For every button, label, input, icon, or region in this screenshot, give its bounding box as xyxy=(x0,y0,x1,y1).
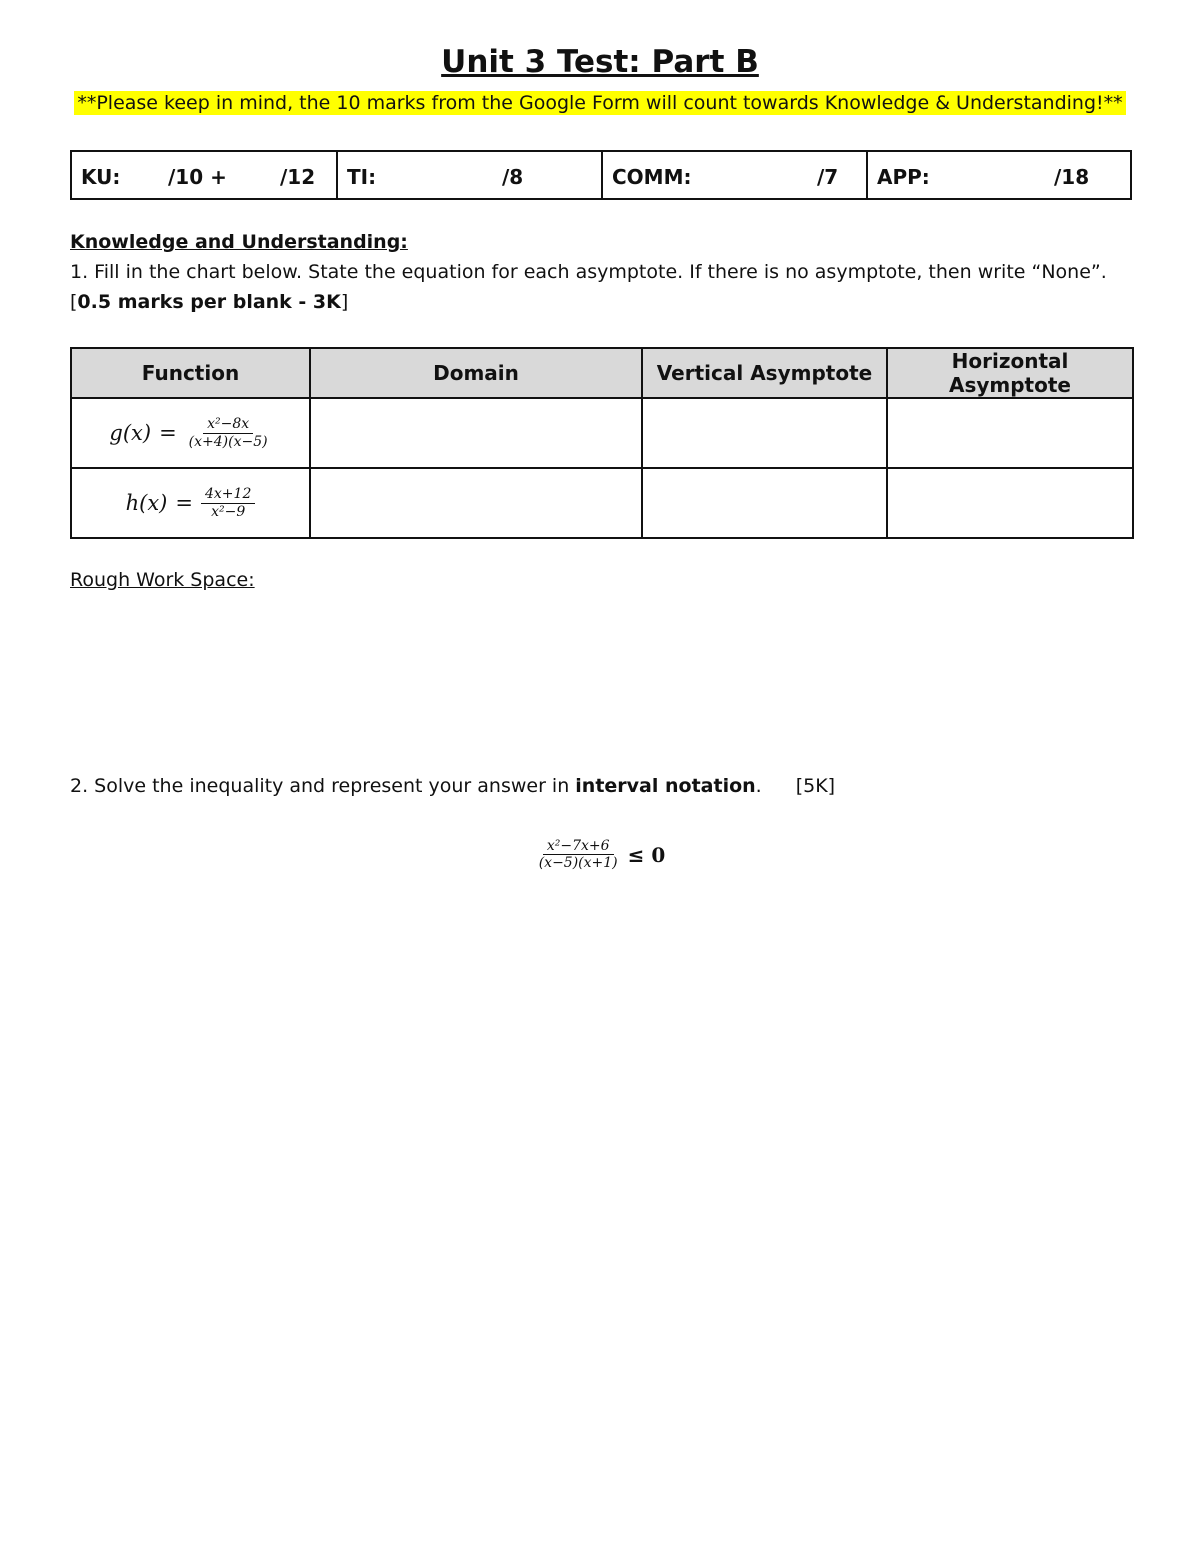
table-row xyxy=(71,468,1133,538)
app-label: APP: xyxy=(877,165,930,189)
q1-marks-bold: 0.5 marks per blank - 3K xyxy=(77,291,341,313)
ku-total: /12 xyxy=(280,165,316,189)
fraction xyxy=(201,486,255,519)
vertical-asymptote-answer-blank[interactable] xyxy=(642,398,887,468)
section-heading: Knowledge and Understanding: xyxy=(70,231,408,253)
q2-text-bold: interval notation xyxy=(575,775,756,797)
ti-cell xyxy=(338,152,603,198)
fraction xyxy=(185,416,272,449)
fraction xyxy=(535,838,622,871)
function-cell xyxy=(71,398,310,468)
header-function: Function xyxy=(71,348,310,398)
comm-label: COMM: xyxy=(612,165,692,189)
vertical-asymptote-answer-blank[interactable] xyxy=(642,468,887,538)
equals-sign: = xyxy=(159,421,177,445)
function-cell xyxy=(71,468,310,538)
domain-answer-blank[interactable] xyxy=(310,398,642,468)
q2-text-before: 2. Solve the inequality and represent your answer in xyxy=(70,775,576,797)
numerator: x²−7x+6 xyxy=(543,838,614,855)
horizontal-asymptote-answer-blank[interactable] xyxy=(887,398,1133,468)
table-row xyxy=(71,398,1133,468)
q2-instructions xyxy=(70,775,835,797)
ti-total: /8 xyxy=(502,165,524,189)
numerator: 4x+12 xyxy=(201,486,255,503)
q2-text-after: . xyxy=(755,775,762,797)
ti-label: TI: xyxy=(347,165,377,189)
page-title: Unit 3 Test: Part B xyxy=(441,44,759,80)
q1-marks xyxy=(70,291,348,313)
header-domain: Domain xyxy=(310,348,642,398)
rough-work-label: Rough Work Space: xyxy=(70,569,255,591)
asymptote-chart xyxy=(70,347,1134,539)
ku-cell xyxy=(72,152,338,198)
q1-marks-open: [ xyxy=(70,291,78,313)
ku-label: KU: xyxy=(81,165,121,189)
denominator: (x−5)(x+1) xyxy=(538,855,618,872)
q1-marks-close: ] xyxy=(340,291,349,313)
app-cell xyxy=(868,152,1130,198)
equals-sign: = xyxy=(175,491,193,515)
ku-form-marks: /10 + xyxy=(168,165,227,189)
header-vertical-asymptote: Vertical Asymptote xyxy=(642,348,887,398)
highlighted-note: **Please keep in mind, the 10 marks from the Google Form will count towards Knowledge & Understanding!** xyxy=(74,91,1125,115)
function-name: h(x) xyxy=(125,491,168,515)
comm-total: /7 xyxy=(817,165,839,189)
chart-header-row xyxy=(71,348,1133,398)
header-horizontal-asymptote: Horizontal Asymptote xyxy=(887,348,1133,398)
app-total: /18 xyxy=(1054,165,1090,189)
numerator: x²−8x xyxy=(203,416,253,433)
comm-cell xyxy=(603,152,868,198)
denominator: (x+4)(x−5) xyxy=(188,433,268,450)
function-name: g(x) xyxy=(109,421,152,445)
inequality-relation: ≤ 0 xyxy=(627,842,666,867)
marks-summary-box xyxy=(70,150,1132,200)
q2-marks: [5K] xyxy=(795,775,836,797)
domain-answer-blank[interactable] xyxy=(310,468,642,538)
horizontal-asymptote-answer-blank[interactable] xyxy=(887,468,1133,538)
denominator: x²−9 xyxy=(211,503,246,520)
highlight-note-line xyxy=(0,92,1200,114)
inequality-expression xyxy=(0,838,1200,871)
q1-instructions: 1. Fill in the chart below. State the equation for each asymptote. If there is no asymptote, then write “None”. xyxy=(70,261,1107,283)
